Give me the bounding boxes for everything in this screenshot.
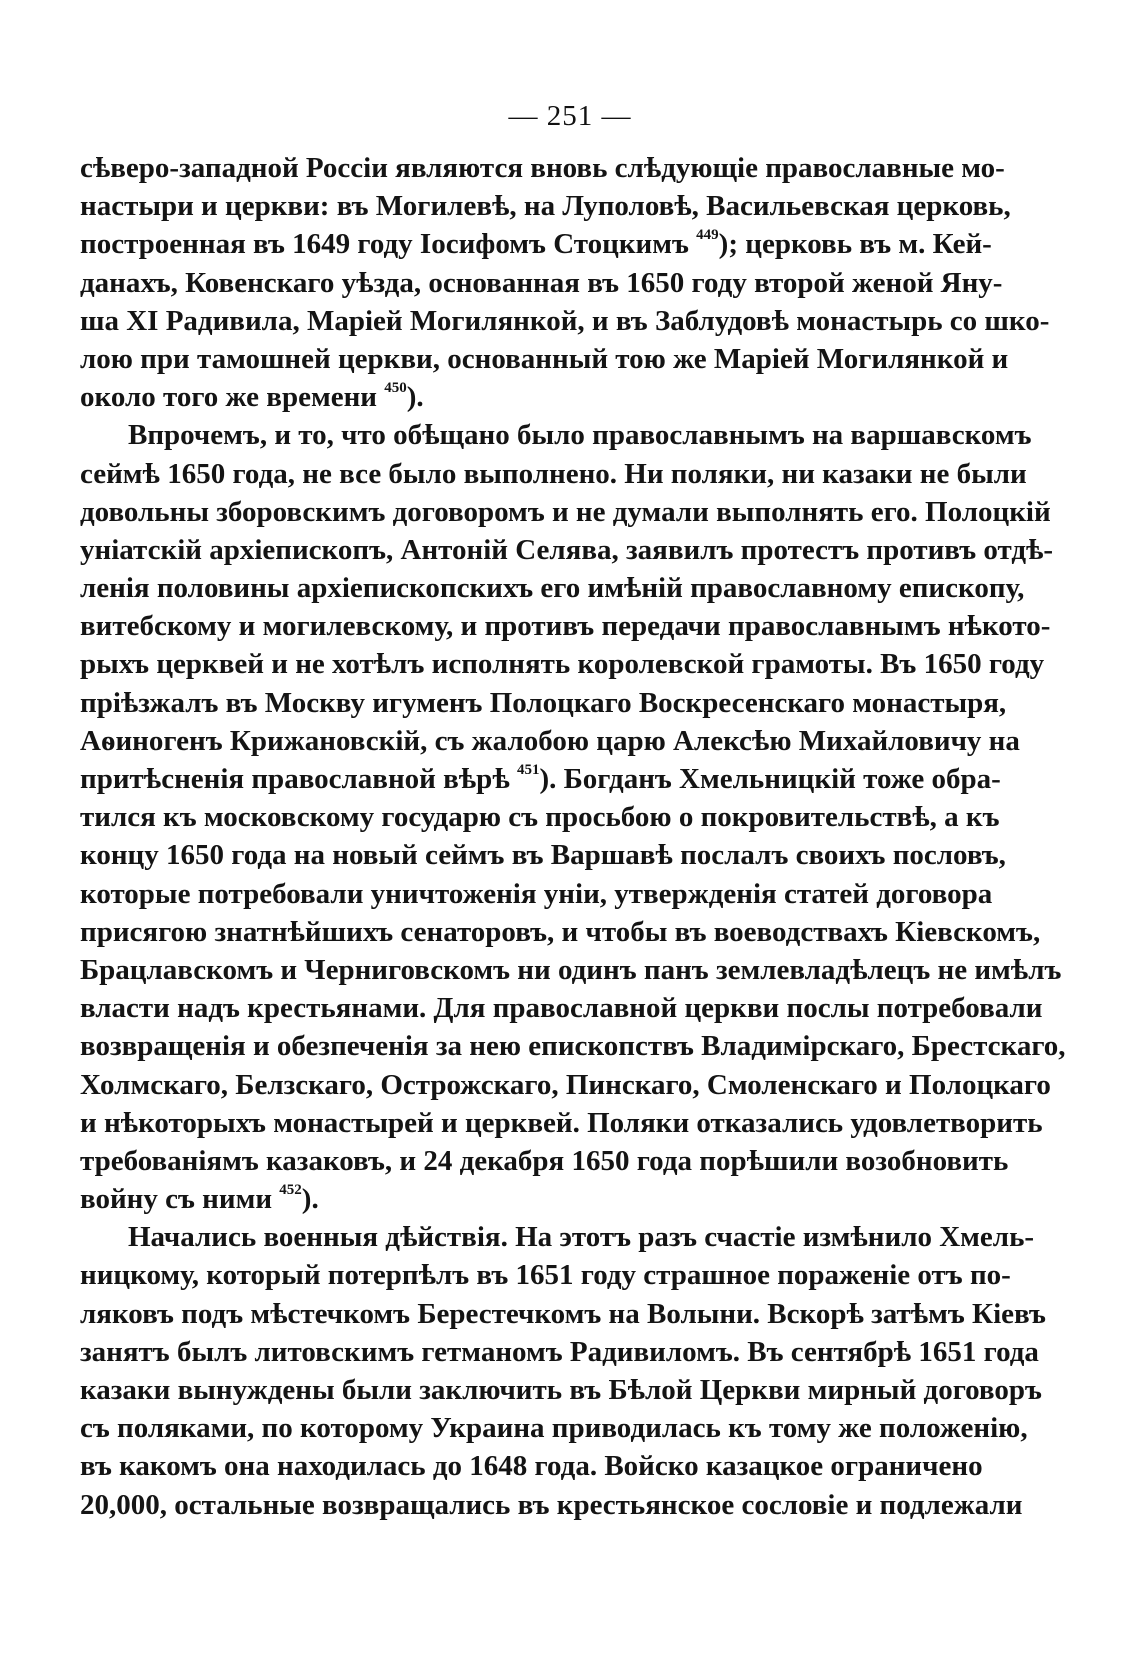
text-line: [80, 645, 1045, 683]
text-line: [80, 1256, 1011, 1294]
line-text: данахъ, Ковенскаго уѣзда, основанная въ 1650 году второй женой Яну-: [80, 266, 1003, 299]
line-text: присягою знатнѣйшихъ сенаторовъ, и чтобы въ воеводствахъ Кіевскомъ,: [80, 915, 1041, 948]
line-text: концу 1650 года на новый сеймъ въ Варшавѣ послалъ своихъ пословъ,: [80, 839, 1006, 872]
line-text-continuation: ); церковь въ м. Кей-: [718, 228, 992, 261]
text-line: [80, 569, 1025, 607]
text-line: [80, 607, 1051, 645]
line-text: тился къ московскому государю съ просьбою о покровительствѣ, а къ: [80, 801, 1000, 834]
line-text: пріѣзжалъ въ Москву игуменъ Полоцкаго Воскресенскаго монастыря,: [80, 686, 1007, 719]
paragraph: [80, 1218, 1046, 1524]
line-text: занятъ былъ литовскимъ гетманомъ Радивиломъ. Въ сентябрѣ 1651 года: [80, 1335, 1039, 1368]
text-line: [80, 302, 1050, 340]
text-line: [80, 1333, 1039, 1371]
text-line: [80, 913, 1041, 951]
line-text: Начались военныя дѣйствія. На этотъ разъ счастіе измѣнило Хмель-: [128, 1221, 1035, 1254]
text-line: [80, 493, 1051, 531]
text-line: [80, 684, 1007, 722]
page-body: [80, 149, 1066, 1524]
text-line: [80, 951, 1062, 989]
line-text: уніатскій архіепископъ, Антоній Селява, заявилъ протестъ противъ отдѣ-: [80, 533, 1054, 566]
line-text: войну съ ними: [80, 1183, 273, 1216]
text-line: [80, 1142, 1009, 1180]
line-text: Холмскаго, Белзскаго, Острожскаго, Пинскаго, Смоленскаго и Полоцкаго: [80, 1068, 1051, 1101]
line-text: Аѳиногенъ Крижановскій, съ жалобою царю Алексѣю Михайловичу на: [80, 724, 1020, 757]
text-line: [80, 1180, 960, 1218]
line-text: Впрочемъ, и то, что обѣщано было православнымъ на варшавскомъ: [128, 419, 1032, 452]
footnote-reference: 451: [516, 762, 540, 778]
line-text: сѣверо-западной Россіи являются вновь слѣдующіе православные мо-: [80, 152, 1005, 184]
line-text: сеймѣ 1650 года, не все было выполнено. Ни поляки, ни казаки не были: [80, 457, 1027, 490]
line-text: витебскому и могилевскому, и противъ передачи православнымъ нѣкото-: [80, 610, 1051, 643]
line-text: казаки вынуждены были заключить въ Бѣлой Церкви мирный договоръ: [80, 1374, 1042, 1406]
line-text: ницкому, который потерпѣлъ въ 1651 году страшное пораженіе отъ по-: [80, 1259, 1011, 1292]
text-line: [80, 1066, 1051, 1104]
line-text-continuation: ).: [406, 381, 424, 414]
text-line: [80, 1295, 1046, 1333]
text-line: [80, 798, 1000, 836]
text-line: [80, 1409, 1028, 1447]
text-line: [80, 340, 1009, 378]
line-text: притѣсненія православной вѣрѣ: [80, 763, 510, 795]
footnote-reference: 452: [279, 1182, 302, 1199]
text-line: [80, 760, 1001, 798]
line-text: власти надъ крестьянами. Для православной церкви послы потребовали: [80, 992, 1043, 1025]
text-line: [80, 149, 1005, 187]
text-line: [80, 455, 1027, 493]
text-line: [80, 378, 960, 416]
line-text: которые потребовали уничтоженія уніи, утвержденія статей договора: [80, 877, 993, 910]
line-text: съ поляками, по которому Украина приводилась къ тому же положенію,: [80, 1412, 1028, 1445]
line-text: и нѣкоторыхъ монастырей и церквей. Поляки отказались удовлетворить: [80, 1106, 1043, 1139]
page-number: — 251 —: [508, 100, 632, 132]
text-line: [80, 416, 1032, 454]
line-text: ленія половины архіепископскихъ его имѣній православному епископу,: [80, 572, 1025, 605]
text-line: [80, 1371, 1042, 1409]
line-text-continuation: ).: [301, 1183, 319, 1216]
text-line: [80, 187, 1011, 225]
line-text: въ какомъ она находилась до 1648 года. Войско казацкое ограничено: [80, 1450, 983, 1483]
text-line: [80, 1447, 983, 1485]
footnote-reference: 449: [696, 227, 719, 244]
line-text: лою при тамошней церкви, основанный тою же Маріей Могилянкой и: [80, 342, 1009, 375]
line-text: настыри и церкви: въ Могилевѣ, на Луполовѣ, Васильевская церковь,: [80, 190, 1011, 223]
text-line: [80, 836, 1006, 874]
paragraph: [80, 149, 1050, 416]
text-line: [80, 264, 1003, 302]
text-line: [80, 1218, 1035, 1256]
footnote-reference: 450: [384, 380, 407, 397]
text-line: [80, 225, 992, 263]
text-line: [80, 1104, 1043, 1142]
line-text: 20,000, остальные возвращались въ крестьянское сословіе и подлежали: [80, 1488, 1023, 1521]
line-text: ша XI Радивила, Маріей Могилянкой, и въ Заблудовѣ монастырь со шко-: [80, 304, 1050, 337]
line-text: Брацлавскомъ и Черниговскомъ ни одинъ панъ землевладѣлецъ не имѣлъ: [80, 953, 1062, 986]
line-text: возвращенія и обезпеченія за нею епископствъ Владимірскаго, Брестскаго,: [80, 1030, 1066, 1063]
text-line: [80, 875, 993, 913]
text-line: [80, 1486, 1023, 1524]
text-line: [80, 989, 1043, 1027]
text-line: [80, 1027, 1066, 1065]
text-line: [80, 531, 1054, 569]
line-text: рыхъ церквей и не хотѣлъ исполнять королевской грамоты. Въ 1650 году: [80, 648, 1045, 681]
paragraph: [80, 416, 1066, 1218]
line-text-continuation: ). Богданъ Хмельницкій тоже обра-: [539, 763, 1001, 795]
line-text: ляковъ подъ мѣстечкомъ Берестечкомъ на Волыни. Вскорѣ затѣмъ Кіевъ: [80, 1297, 1046, 1330]
line-text: требованіямъ казаковъ, и 24 декабря 1650 года порѣшили возобновить: [80, 1144, 1009, 1177]
line-text: построенная въ 1649 году Іосифомъ Стоцкимъ: [80, 228, 689, 261]
text-line: [80, 722, 1020, 760]
line-text: довольны зборовскимъ договоромъ и не думали выполнять его. Полоцкій: [80, 495, 1051, 528]
line-text: около того же времени: [80, 381, 377, 414]
